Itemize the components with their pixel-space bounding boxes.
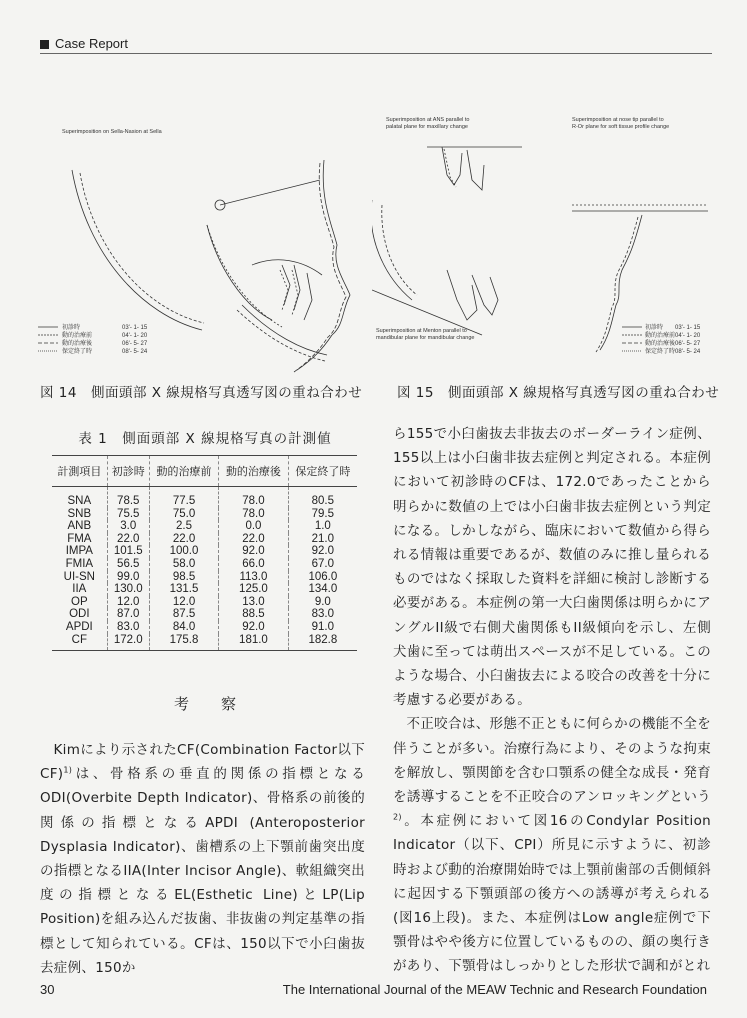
reference-mark: 2) <box>393 812 402 822</box>
measurement-value: 78.0 <box>219 487 288 508</box>
measurement-value: 56.5 <box>107 558 149 571</box>
measurement-value: 2.5 <box>149 520 218 533</box>
legend-label: 動的治療前 <box>62 333 93 339</box>
measurement-value: 106.0 <box>288 571 357 584</box>
measurement-value: 134.0 <box>288 583 357 596</box>
measurement-value: 92.0 <box>288 545 357 558</box>
ans-label-line1: Superimposition at ANS parallel to <box>386 117 470 123</box>
measurement-value: 182.8 <box>288 634 357 651</box>
column-header: 初診時 <box>107 456 149 487</box>
measurement-value: 12.0 <box>149 596 218 609</box>
measurement-value: 77.5 <box>149 487 218 508</box>
table-row <box>52 558 357 571</box>
text-run: 不正咬合は、形態不正ともに何らかの機能不全を伴うことが多い。治療行為により、そのような拘束を解放し、顎関節を含む口顎系の健全な成長・発育を誘導することを不正咬合のアンロッキングという <box>393 716 711 806</box>
measurement-value: 84.0 <box>149 621 218 634</box>
measurement-value: 88.5 <box>219 608 288 621</box>
figure-14-inner-title: Superimposition on Sella-Nasion at Sella <box>62 129 162 135</box>
paragraph: ら155で小臼歯抜去非抜去のボーダーライン症例、155以上は小臼歯非抜去症例と判定される。本症例において初診時のCFは、172.0であったことから明らかに数値の上では小臼歯非抜去症例という判定になる。しかしながら、臨床において数値から得られる情報は重要であるが、数値のみに推し量られるものではなく採取した資料を詳細に検討し診断する必要がある。本症例の第一大臼歯関係は明らかにアングルII級で右側犬歯関係もII級傾向を示し、左側犬歯に至っては萌出スペースが不足している。このような場合、小臼歯抜去による咬合の改善を十分に考慮する必要がある。 <box>393 426 711 709</box>
menton-label-line1: Superimposition at Menton parallel to <box>376 328 467 334</box>
section-label: Case Report <box>55 36 128 51</box>
table-row <box>52 608 357 621</box>
figure-15 <box>372 105 708 375</box>
measurement-value: 22.0 <box>107 533 149 546</box>
legend-date: 08'- 5- 24 <box>122 349 148 355</box>
paragraph <box>40 738 365 980</box>
measurement-value: 101.5 <box>107 545 149 558</box>
table-header-row <box>52 456 357 487</box>
measurement-value: 87.5 <box>149 608 218 621</box>
section-title: 考察 <box>173 695 268 713</box>
legend-date: 08'- 5- 24 <box>675 349 701 355</box>
table-body <box>52 487 357 651</box>
measurement-value: 21.0 <box>288 533 357 546</box>
measurement-name: IIA <box>72 583 87 596</box>
left-column-text <box>40 738 365 980</box>
measurement-value: 130.0 <box>107 583 149 596</box>
legend-label: 動的治療前 <box>645 333 676 339</box>
measurement-value: 175.8 <box>149 634 218 651</box>
measurement-value: 58.0 <box>149 558 218 571</box>
figure-14-tracing <box>32 105 367 375</box>
table-row <box>52 520 357 533</box>
measurement-name: ANB <box>67 520 92 533</box>
measurement-value: 22.0 <box>149 533 218 546</box>
table-1-title: 表 1 側面頭部 X 線規格写真の計測値 <box>78 431 332 447</box>
measurement-value: 131.5 <box>149 583 218 596</box>
measurement-value: 78.0 <box>219 508 288 521</box>
legend-label: 動的治療後 <box>62 341 93 347</box>
measurement-value: 79.5 <box>288 508 357 521</box>
figure-14-caption: 図 14 側面頭部 X 線規格写真透写図の重ね合わせ <box>40 385 363 401</box>
journal-name: The International Journal of the MEAW Technic and Research Foundation <box>282 982 707 997</box>
table-row <box>52 533 357 546</box>
figure-15-tracing <box>372 105 708 375</box>
table-row <box>52 487 357 508</box>
column-header: 動的治療後 <box>219 456 288 487</box>
table-row <box>52 508 357 521</box>
nose-label-line1: Superimposition at nose tip parallel to <box>572 117 664 123</box>
measurement-value: 1.0 <box>288 520 357 533</box>
table-row <box>52 583 357 596</box>
legend-date: 04'- 1- 20 <box>122 333 148 339</box>
column-header: 計測項目 <box>52 456 107 487</box>
measurement-name: OP <box>71 595 88 608</box>
measurement-value: 92.0 <box>219 545 288 558</box>
measurement-name: SNB <box>67 507 92 520</box>
text-run: Kimにより示されたCF(Combination Factor以下CF) <box>40 742 365 783</box>
text-run: は、骨格系の垂直的関係の指標となるODI(Overbite Depth Indicator)、骨格系の前後的関係の指標となるAPDI (Anteroposterior Dysplasia Indicator)、歯槽系の上下顎前歯突出度の指標となるIIA(Inter Incisor Angle)、軟組織突出度の指標となるEL(Esthetic Line)とLP(Lip Position)を組み込んだ抜歯、非抜歯の判定基準の指標として知られている。CFは、150以下で小臼歯抜去症例、150か <box>40 766 365 976</box>
page-number: 30 <box>40 982 55 997</box>
table-row <box>52 621 357 634</box>
paragraph <box>393 712 711 978</box>
legend-date: 06'- 5- 27 <box>675 341 701 347</box>
measurement-value: 80.5 <box>288 487 357 508</box>
measurement-value: 13.0 <box>219 596 288 609</box>
figure-14 <box>32 105 367 375</box>
measurement-value: 181.0 <box>219 634 288 651</box>
page-header <box>40 36 712 54</box>
square-bullet-icon <box>40 40 49 49</box>
measurement-value: 113.0 <box>219 571 288 584</box>
measurement-value: 92.0 <box>219 621 288 634</box>
legend-date: 06'- 5- 27 <box>122 341 148 347</box>
measurement-value: 75.0 <box>149 508 218 521</box>
measurement-value: 125.0 <box>219 583 288 596</box>
figure-15-caption: 図 15 側面頭部 X 線規格写真透写図の重ね合わせ <box>397 385 720 401</box>
column-header: 保定終了時 <box>288 456 357 487</box>
reference-mark: 1) <box>63 765 73 775</box>
measurement-name: UI-SN <box>63 570 95 583</box>
measurement-value: 98.5 <box>149 571 218 584</box>
cephalometric-table <box>52 455 357 651</box>
measurement-value: 12.0 <box>107 596 149 609</box>
measurement-value: 91.0 <box>288 621 357 634</box>
measurement-name: CF <box>52 634 107 651</box>
legend-label: 保定終了時 <box>62 349 93 355</box>
ans-label-line2: palatal plane for maxillary change <box>386 124 468 130</box>
measurement-value: 87.0 <box>107 608 149 621</box>
measurement-value: 78.5 <box>107 487 149 508</box>
table-row <box>52 634 357 651</box>
measurement-value: 100.0 <box>149 545 218 558</box>
measurement-value: 75.5 <box>107 508 149 521</box>
measurement-value: 3.0 <box>107 520 149 533</box>
table-row <box>52 571 357 584</box>
legend-label: 保定終了時 <box>645 349 676 355</box>
measurement-value: 22.0 <box>219 533 288 546</box>
measurement-name: FMA <box>67 532 92 545</box>
legend-label: 初診時 <box>62 325 81 331</box>
measurement-value: 0.0 <box>219 520 288 533</box>
measurement-value: 66.0 <box>219 558 288 571</box>
menton-label-line2: mandibular plane for mandibular change <box>376 335 475 341</box>
measurement-name: APDI <box>65 620 93 633</box>
measurement-name: SNA <box>67 495 92 507</box>
measurement-name: ODI <box>69 608 90 621</box>
measurement-value: 172.0 <box>107 634 149 651</box>
table-row <box>52 596 357 609</box>
measurement-name: FMIA <box>65 557 94 570</box>
nose-label-line2: R-Or plane for soft tissue profile change <box>572 124 670 130</box>
measurement-value: 83.0 <box>288 608 357 621</box>
legend-date: 04'- 1- 20 <box>675 333 701 339</box>
legend-date: 03'- 1- 15 <box>122 325 148 331</box>
table-row <box>52 545 357 558</box>
measurement-name: IMPA <box>65 545 93 558</box>
right-column-text <box>393 422 711 979</box>
legend-label: 初診時 <box>645 325 664 331</box>
measurement-value: 67.0 <box>288 558 357 571</box>
text-run: 。本症例において図16のCondylar Position Indicator（以下、CPI）所見に示すように、初診時および動的治療開始時では上顎前歯部の舌側傾斜に起因する下顎頭部の後方への誘導が考えられる(図16上段)。また、本症例はLow angle症例で下顎骨はやや後方に位置しているものの、顔の奥行きがあり、下顎骨はしっかりとした形状で調和がとれ <box>393 813 711 975</box>
legend-label: 動的治療後 <box>645 341 676 347</box>
measurement-value: 9.0 <box>288 596 357 609</box>
measurement-value: 83.0 <box>107 621 149 634</box>
legend-date: 03'- 1- 15 <box>675 325 701 331</box>
column-header: 動的治療前 <box>149 456 218 487</box>
measurement-value: 99.0 <box>107 571 149 584</box>
